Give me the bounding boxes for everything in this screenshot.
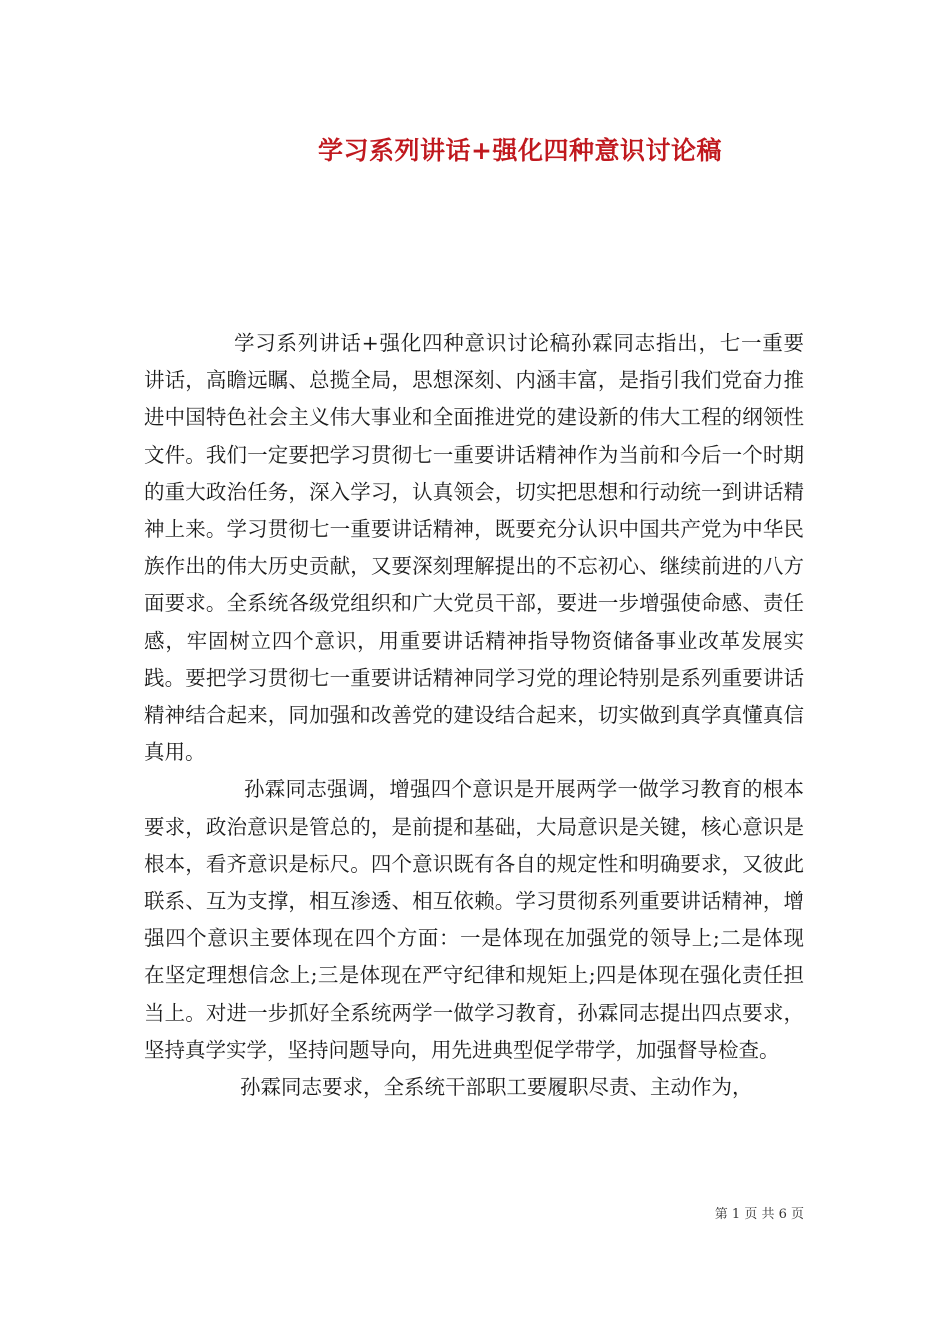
paragraph-1: 学习系列讲话+强化四种意识讨论稿孙霖同志指出，七一重要讲话，高瞻远瞩、总揽全局，思想深刻、内涵丰富，是指引我们党奋力推进中国特色社会主义伟大事业和全面推进党的建设新的伟大工程的纲领性文件。我们一定要把学习贯彻七一重要讲话精神作为当前和今后一个时期的重大政治任务，深入学习，认真领会，切实把思想和行动统一到讲话精神上来。学习贯彻七一重要讲话精神，既要充分认识中国共产党为中华民族作出的伟大历史贡献，又要深刻理解提出的不忘初心、继续前进的八方面要求。全系统各级党组织和广大党员干部，要进一步增强使命感、责任感，牢固树立四个意识，用重要讲话精神指导物资储备事业改革发展实践。要把学习贯彻七一重要讲话精神同学习党的理论特别是系列重要讲话精神结合起来，同加强和改善党的建设结合起来，切实做到真学真懂真信真用。 <box>144 331 804 765</box>
document-title: 学习系列讲话+强化四种意识讨论稿 <box>318 136 722 165</box>
document-body <box>144 325 804 1106</box>
page-number: 第 1 页 共 6 页 <box>714 1207 804 1222</box>
paragraph-2: 孙霖同志强调，增强四个意识是开展两学一做学习教育的根本要求，政治意识是管总的，是前提和基础，大局意识是关键，核心意识是根本，看齐意识是标尺。四个意识既有各自的规定性和明确要求，又彼此联系、互为支撑，相互渗透、相互依赖。学习贯彻系列重要讲话精神，增强四个意识主要体现在四个方面：一是体现在加强党的领导上;二是体现在坚定理想信念上;三是体现在严守纪律和规矩上;四是体现在强化责任担当上。对进一步抓好全系统两学一做学习教育，孙霖同志提出四点要求，坚持真学实学，坚持问题导向，用先进典型促学带学，加强督导检查。 <box>144 777 804 1062</box>
paragraph-3: 孙霖同志要求，全系统干部职工要履职尽责、主动作为， <box>240 1075 753 1100</box>
